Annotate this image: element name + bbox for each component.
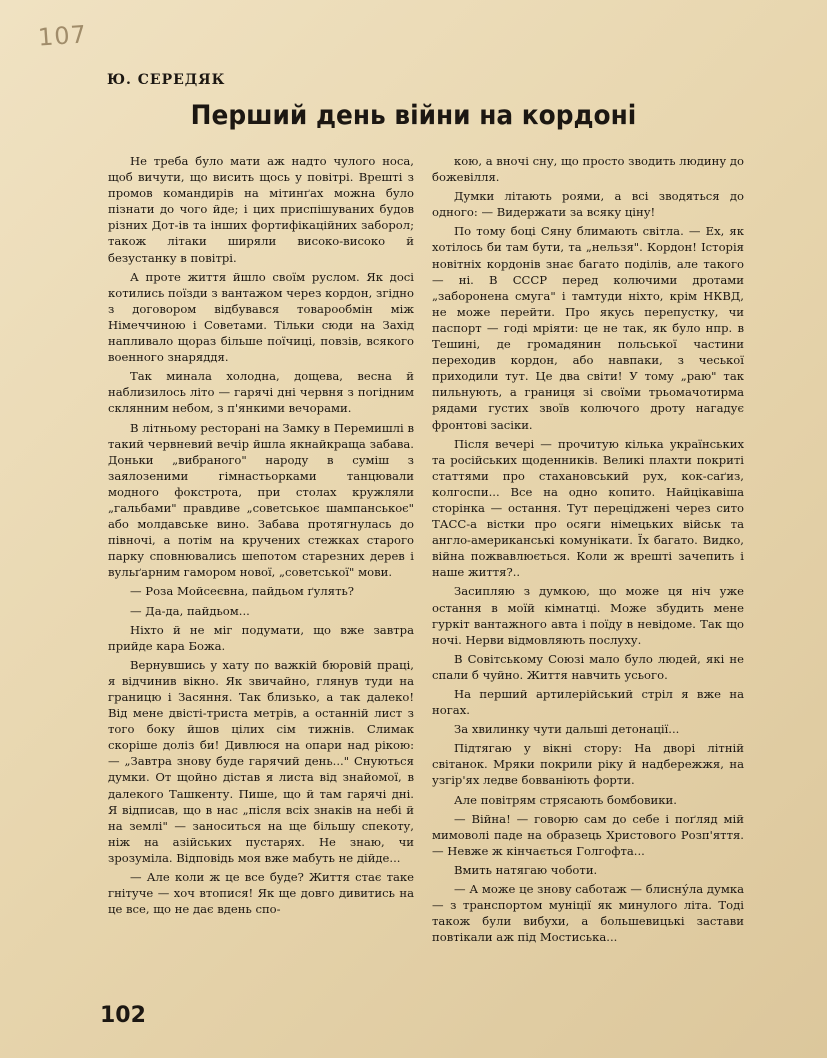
- handwritten-page-number: 107: [37, 20, 88, 52]
- paragraph: Ніхто й не міг подумати, що вже завтра прийде кара Божа.: [108, 622, 414, 653]
- paragraph: Засипляю з думкою, що може ця ніч уже остання в моїй кімнатці. Може збудить мене гуркіт вантажного авта і поїду в невідоме. Так що ночі. Нерви відмовляють послуху.: [432, 584, 744, 647]
- paragraph: Після вечері — прочитую кілька українських та російських щоденників. Великі плахти покриті статтями про стахановський рух, кок-саґиз, колгоспи... Все на одно копито. Найцікавіша сторінка — остання. Тут переціджені через сито ТАСС-а вістки про осяги німецьких військ та англо-американські комунікати. Їх багато. Видко, війна пожвавлюється. Коли ж врешті зачепить і наше життя?..: [432, 436, 744, 580]
- left-column: [108, 153, 414, 920]
- paragraph: В літньому ресторані на Замку в Перемишлі в такий червневий вечір йшла якнайкраща забава. Доньки „вибраного" народу в суміш з заялозеними гімнастьорками танцювали модного фокстрота, при столах кружляли „гальбами" правдиве „советськоє шампанськоє" або молдавське вино. Забава протягнулась до півночі, а потім на кручених стежках старого парку сповнювались шепотом старезних дерев і вульґарним гамором нової, „советської" мови.: [108, 420, 414, 580]
- paragraph: Не треба було мати аж надто чулого носа, щоб вичути, що висить щось у повітрі. Врешті з промов командирів на мітинґах можна було пізнати до чого йде; і цих приспішуваних будов різних Дот-ів та інших фортифікаційних заборол; також літаки ширяли високо-високо й безустанку в повітрі.: [108, 154, 414, 265]
- paragraph: Так минала холодна, дощева, весна й наблизилось літо — гарячі дні червня з погідним склянним небом, з п'янкими вечорами.: [108, 369, 414, 416]
- page-number: 102: [100, 1003, 146, 1028]
- article-title: Перший день війни на кордоні: [190, 100, 637, 131]
- paragraph: кою, а вночі сну, що просто зводить людину до божевілля.: [432, 154, 744, 185]
- paragraph: — Але коли ж це все буде? Життя стає таке гнітуче — хоч втопися! Як ще довго дивитись на це все, що не дає вдень спо-: [108, 870, 414, 917]
- right-column: [432, 153, 744, 948]
- paragraph: А проте життя йшло своїм руслом. Як досі котились поїзди з вантажом через кордон, згідно з договором відбувався товарообмін між Німеччиною і Советами. Тільки сюди на Захід напливало щораз більше поїчиці, повзів, всякого военного знаряддя.: [108, 269, 414, 365]
- paragraph: В Совітському Союзі мало було людей, які не спали б чуйно. Життя навчить усього.: [432, 651, 744, 682]
- paragraph: — А може це знову саботаж — блисну́ла думка — з транспортом муніції як минулого літа. Тоді також були вибухи, а большевицькі застави повтікали аж під Мостиська...: [432, 882, 744, 945]
- author-name: Ю. СЕРЕДЯК: [107, 72, 226, 88]
- paragraph: По тому боці Сяну блимають світла. — Ех, як хотілось би там бути, та „нельзя". Кордон! Історія новітніх кордонів знає багато поділів, але такого — ні. В СССР перед колючими дротами „заборонена смуга" і тамтуди ніхто, крім НКВД, не може перейти. Про якусь перепустку, чи паспорт — годі мріяти: це не так, як було нпр. в Тешині, де громадянин польської частини переходив кордон, або навпаки, з чеської приходили тут. Це два світи! У тому „раю" так пильнують, а границя зі своїми трьомачотирма рядами густих звоїв колючого дроту нагадує фронтові засіки.: [432, 224, 744, 432]
- paragraph: Вмить натягаю чоботи.: [454, 862, 598, 877]
- paragraph: За хвилинку чути дальші детонації...: [454, 722, 680, 737]
- paragraph: Вернувшись у хату по важкій бюровій праці, я відчинив вікно. Як звичайно, глянув туди на границю і Засяння. Так близько, а так далеко! Від мене двісті-триста метрів, а останній лист з того боку йшов цілих сім тижнів. Слимак скоріше доліз би! Дивлюся на опари над рікою: — „Завтра знову буде гарячий день..." Снуються думки. От щойно дістав я листа від знайомої, в далекого Ташкенту. Пише, що й там гарячі дні. Я відписав, що в нас „після всіх знаків на небі й на землі" — заноситься на ще більшу спекоту, ніж на азійських пустарях. Не знаю, чи зрозуміла. Відповідь моя вже мабуть не дійде...: [108, 657, 414, 865]
- paragraph: Але повітрям стрясають бомбовики.: [454, 792, 677, 807]
- paragraph: На перший артилерійський стріл я вже на ногах.: [432, 687, 744, 718]
- paragraph: Думки літають роями, а всі зводяться до одного: — Видержати за всяку ціну!: [432, 189, 744, 220]
- paragraph: — Війна! — говорю сам до себе і поґляд мій мимоволі паде на образець Христового Розп'яття. — Невже ж кінчається Голгофта...: [432, 811, 744, 858]
- paragraph: Підтягаю у вікні стору: На дворі літній світанок. Мряки покрили ріку й надбережжя, на узгір'ях ледве бовваніють форти.: [432, 741, 744, 788]
- paragraph: — Да-да, пайдьом...: [130, 603, 250, 618]
- paragraph: — Роза Мойсеєвна, пайдьом ґулять?: [130, 584, 355, 599]
